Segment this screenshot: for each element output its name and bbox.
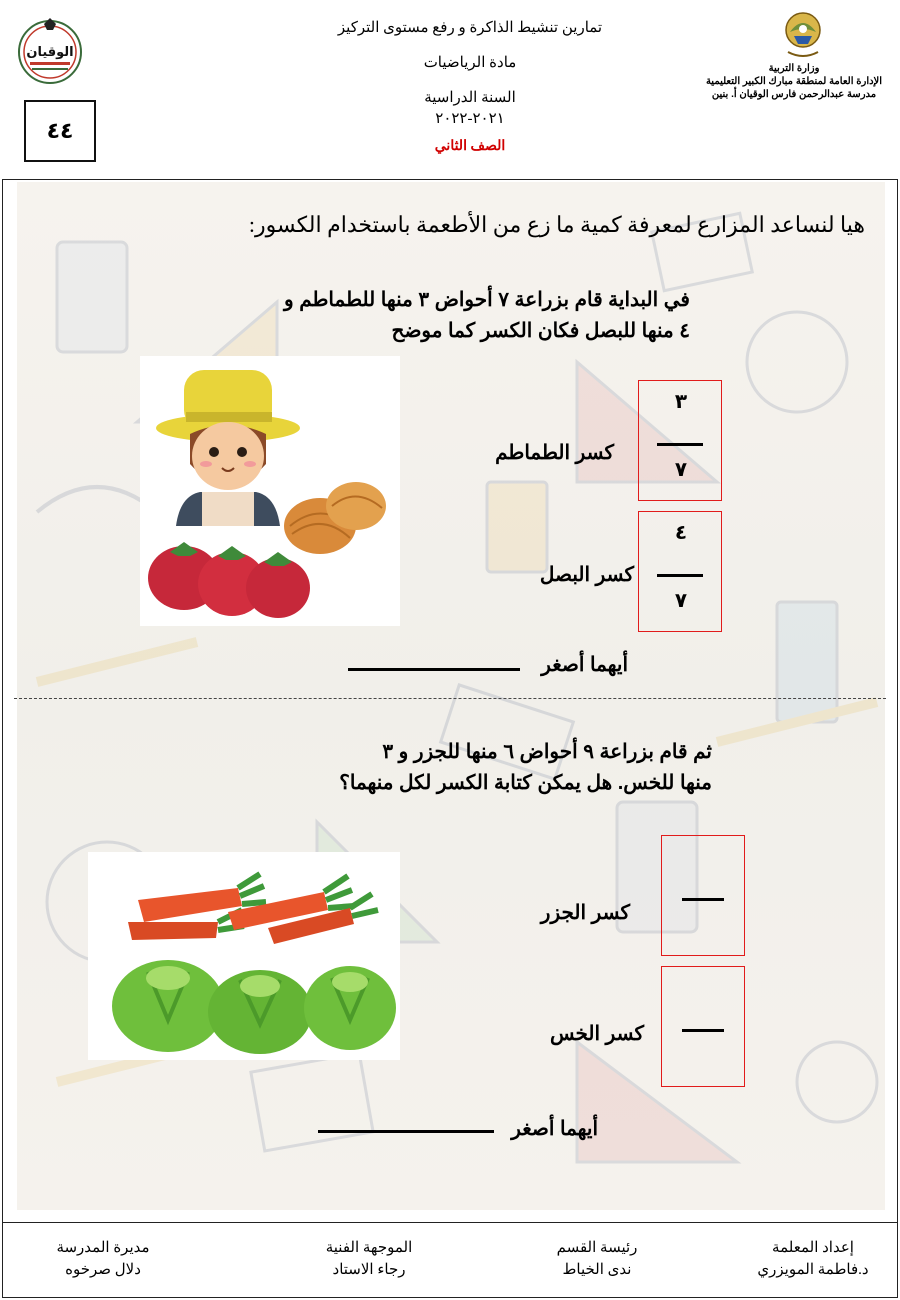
supervisor-role: الموجهة الفنية <box>325 1240 413 1256</box>
answer-line-1[interactable] <box>348 668 520 671</box>
tomato-fraction-label: كسر الطماطم <box>495 442 614 464</box>
kuwait-emblem-icon <box>780 8 826 60</box>
onion-numerator: ٤ <box>674 520 688 544</box>
teacher-signature <box>728 1237 898 1281</box>
problem-1-line-1: في البداية قام بزراعة ٧ أحواض ٣ منها للطماطم و <box>283 289 690 311</box>
fraction-bar <box>657 443 703 446</box>
department-head-role: رئيسة القسم <box>556 1240 638 1256</box>
school-logo <box>16 16 84 88</box>
fraction-bar <box>682 1029 724 1032</box>
principal-signature <box>18 1237 188 1281</box>
supervisor-name: رجاء الاستاد <box>332 1262 406 1278</box>
logo-text: الوقيان <box>26 45 74 60</box>
tomato-fraction-box <box>638 380 722 501</box>
question-1-smaller: أيهما أصغر <box>541 654 628 676</box>
lettuce-fraction-box[interactable] <box>661 966 745 1087</box>
lettuce-fraction-label: كسر الخس <box>549 1023 644 1045</box>
header-center-block <box>320 18 620 155</box>
answer-line-2[interactable] <box>318 1130 494 1133</box>
principal-name: دلال صرخوه <box>65 1262 141 1278</box>
onion-denominator: ٧ <box>674 588 688 612</box>
problem-1-text <box>170 285 690 347</box>
onion-fraction-box <box>638 511 722 632</box>
subject-label: مادة الرياضيات <box>423 55 517 71</box>
section-separator <box>14 698 886 699</box>
department-head-name: ندى الخياط <box>562 1262 632 1278</box>
worksheet-title: تمارين تنشيط الذاكرة و رفع مستوى التركيز <box>337 20 603 36</box>
question-2-smaller: أيهما أصغر <box>511 1118 598 1140</box>
problem-2-text <box>230 737 712 799</box>
carrots-lettuce-image <box>88 852 400 1060</box>
ministry-name: وزارة التربية <box>768 63 820 74</box>
tomato-numerator: ٣ <box>674 389 688 413</box>
fraction-bar <box>657 574 703 577</box>
directorate-name: الإدارة العامة لمنطقة مبارك الكبير التعليمية <box>705 76 883 87</box>
tomato-denominator: ٧ <box>674 457 688 481</box>
teacher-name: د.فاطمة المويزري <box>757 1262 869 1278</box>
problem-1-line-2: ٤ منها للبصل فكان الكسر كما موضح <box>391 320 690 342</box>
school-name: مدرسة عبدالرحمن فارس الوقيان أ. بنين <box>711 89 877 100</box>
problem-2-line-1: ثم قام بزراعة ٩ أحواض ٦ منها للجزر و ٣ <box>382 741 712 763</box>
department-head-signature <box>512 1237 682 1281</box>
problem-2-line-2: منها للخس. هل يمكن كتابة الكسر لكل منهما؟ <box>339 772 712 794</box>
page-number: ٤٤ <box>46 118 74 144</box>
intro-text: هيا لنساعد المزارع لمعرفة كمية ما زع من الأطعمة باستخدام الكسور: <box>248 212 865 237</box>
onion-fraction-label: كسر البصل <box>539 564 634 586</box>
fraction-bar <box>682 898 724 901</box>
farmer-vegetables-image <box>140 356 400 626</box>
teacher-role: إعداد المعلمة <box>772 1240 854 1256</box>
principal-role: مديرة المدرسة <box>56 1240 150 1256</box>
grade-label: الصف الثاني <box>434 139 506 154</box>
carrot-fraction-box[interactable] <box>661 835 745 956</box>
school-year: ٢٠٢١-٢٠٢٢ <box>435 111 505 127</box>
year-label: السنة الدراسية <box>424 90 516 106</box>
carrot-fraction-label: كسر الجزر <box>540 902 630 924</box>
supervisor-signature <box>284 1237 454 1281</box>
header-right-block <box>696 62 892 101</box>
page-number-box <box>24 100 96 162</box>
